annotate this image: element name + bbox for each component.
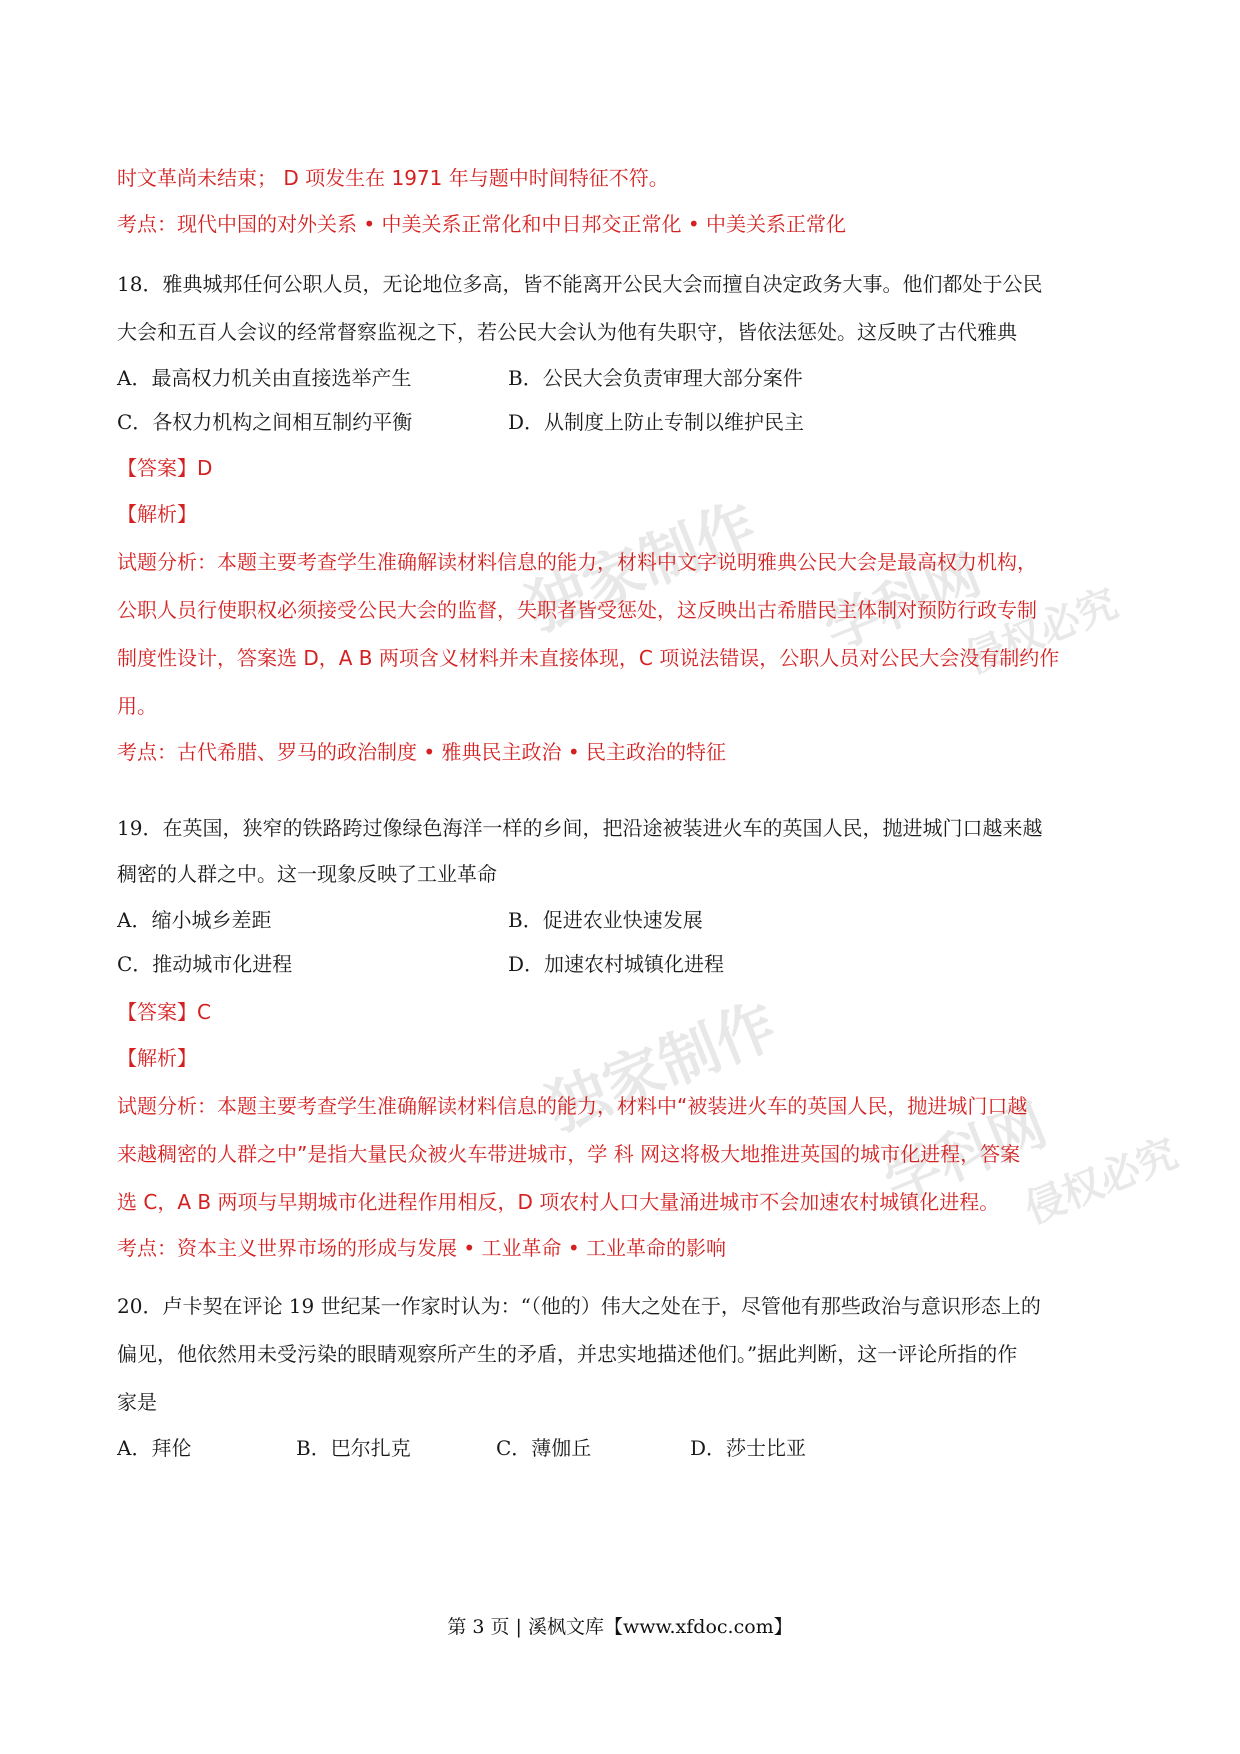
q19-analysis-line3: 选 C，A B 两项与早期城市化进程作用相反，D 项农村人口大量涌进城市不会加速农村城镇化进程。 [117,1190,1000,1214]
watermark: 侵权必究 [958,580,1125,684]
q19-option-a: A．缩小城乡差距 [117,908,272,932]
q20-option-a: A．拜伦 [117,1436,192,1460]
q19-option-b: B．促进农业快速发展 [508,908,703,932]
q18-option-d: D．从制度上防止专制以维护民主 [508,410,805,434]
q19-jiexi-heading: 【解析】 [117,1046,197,1070]
watermark: 学科网 [875,1092,1056,1216]
q17-analysis-tail: 时文革尚未结束； D 项发生在 1971 年与题中时间特征不符。 [117,166,669,190]
q19-analysis-line1: 试题分析：本题主要考查学生准确解读材料信息的能力，材料中“被装进火车的英国人民，抛进城门口越 [117,1094,1028,1118]
q19-stem-line2: 稠密的人群之中。这一现象反映了工业革命 [117,862,497,886]
q18-option-b: B．公民大会负责审理大部分案件 [508,366,803,390]
page-footer: 第 3 页 | 溪枫文库【www.xfdoc.com】 [447,1616,793,1638]
q20-option-c: C．薄伽丘 [496,1436,592,1460]
q18-stem-line2: 大会和五百人会议的经常督察监视之下，若公民大会认为他有失职守，皆依法惩处。这反映了古代雅典 [117,320,1017,344]
q17-kaodian: 考点：现代中国的对外关系 • 中美关系正常化和中日邦交正常化 • 中美关系正常化 [117,212,847,236]
q19-answer: 【答案】C [117,1000,211,1024]
watermark: 学科网 [815,542,990,662]
q20-option-d: D．莎士比亚 [690,1436,807,1460]
q18-stem-line1: 18．雅典城邦任何公职人员，无论地位多高，皆不能离开公民大会而擅自决定政务大事。他们都处于公民 [117,272,1043,296]
q20-stem-line3: 家是 [117,1390,157,1414]
q19-stem-line1: 19．在英国，狭窄的铁路跨过像绿色海洋一样的乡间，把沿途被装进火车的英国人民，抛进城门口越来越 [117,816,1043,840]
q19-option-c: C．推动城市化进程 [117,952,293,976]
q19-kaodian: 考点：资本主义世界市场的形成与发展 • 工业革命 • 工业革命的影响 [117,1236,727,1260]
q20-option-b: B．巴尔扎克 [296,1436,411,1460]
q18-analysis-line2: 公职人员行使职权必须接受公民大会的监督，失职者皆受惩处，这反映出古希腊民主体制对预防行政专制 [117,598,1037,622]
q18-analysis-line4: 用。 [117,694,157,718]
q18-analysis-line1: 试题分析：本题主要考查学生准确解读材料信息的能力，材料中文字说明雅典公民大会是最高权力机构， [117,550,1037,574]
q20-stem-line2: 偏见，他依然用未受污染的眼睛观察所产生的矛盾，并忠实地描述他们。”据此判断，这一评论所指的作 [117,1342,1018,1366]
q18-analysis-line3: 制度性设计，答案选 D，A B 两项含义材料并未直接体现，C 项说法错误，公职人员对公民大会没有制约作 [117,646,1060,670]
q18-kaodian: 考点：古代希腊、罗马的政治制度 • 雅典民主政治 • 民主政治的特征 [117,740,727,764]
q18-option-c: C．各权力机构之间相互制约平衡 [117,410,413,434]
watermark: 独家制作 [517,490,767,646]
watermark: 独家制作 [537,990,787,1146]
q20-stem-line1: 20．卢卡契在评论 19 世纪某一作家时认为：“（他的）伟大之处在于，尽管他有那些政治与意识形态上的 [117,1294,1041,1318]
q19-option-d: D．加速农村城镇化进程 [508,952,725,976]
q18-answer: 【答案】D [117,456,213,480]
q19-analysis-line2: 来越稠密的人群之中”是指大量民众被火车带进城市，学 科 网这将极大地推进英国的城市化进程，答案 [117,1142,1021,1166]
watermark: 侵权必究 [1018,1130,1185,1234]
q18-option-a: A．最高权力机关由直接选举产生 [117,366,412,390]
q18-jiexi-heading: 【解析】 [117,502,197,526]
